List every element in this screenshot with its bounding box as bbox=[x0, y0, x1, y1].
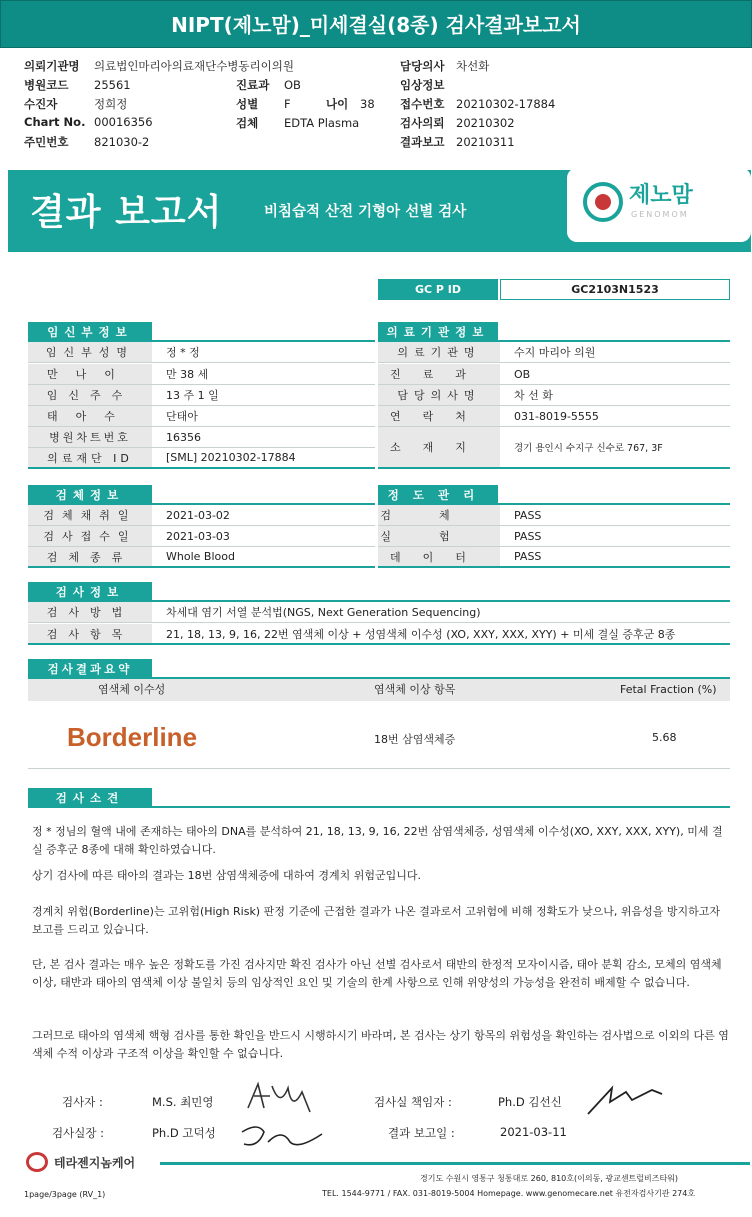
banner-subtitle: 비침습적 산전 기형아 선별 검사 bbox=[264, 204, 467, 220]
institution-row: 진료과 OB bbox=[378, 364, 730, 385]
lab-head-signature bbox=[582, 1080, 666, 1120]
header-mid: 진료과 OB 성별 F 나이 38 검체 EDTA Plasma bbox=[236, 78, 375, 130]
page-number: 1page/3page (RV_1) bbox=[24, 1190, 106, 1199]
specimen-row: 검체채취일 2021-03-02 bbox=[28, 505, 375, 526]
page-title: NIPT(제노맘)_미세결실(8종) 검사결과보고서 bbox=[0, 0, 752, 48]
section-pregnant-title: 임신부정보 bbox=[28, 322, 152, 342]
tester-label: 검사자 : bbox=[62, 1095, 103, 1109]
qc-row: 실험 PASS bbox=[378, 526, 730, 547]
company-contact: TEL. 1544-9771 / FAX. 031-8019-5004 Homepage. www.genomecare.net 유전자검사기관 274호 bbox=[322, 1189, 696, 1198]
pregnant-row: 병원차트번호 16356 bbox=[28, 427, 375, 448]
opinion-paragraph: 경계치 위험(Borderline)는 고위험(High Risk) 판정 기준에 근접한 결과가 나온 결과로서 고위험에 비해 정확도가 낮으나, 위음성을 방지하고자 보고를 드리고 있습니다. bbox=[32, 905, 720, 936]
section-institution-title: 의료기관정보 bbox=[378, 322, 498, 342]
company-address: 경기도 수원시 영통구 청통대로 260, 810호(이의동, 광교센트럴비즈타워) bbox=[420, 1174, 679, 1183]
test-row: 검사방법 차세대 염기 서열 분석법(NGS, Next Generation Sequencing) bbox=[28, 602, 730, 623]
institution-row: 의료기관명 수지 마리아 의원 bbox=[378, 342, 730, 363]
institution-row: 소재지 경기 용인시 수지구 신수로 767, 3F bbox=[378, 427, 730, 469]
section-specimen-title: 검체정보 bbox=[28, 485, 152, 505]
tester-name: M.S. 최민영 bbox=[152, 1095, 214, 1109]
opinion-paragraph: 그러므로 태아의 염색체 핵형 검사를 통한 확인을 반드시 시행하시기 바라며, 본 검사는 상기 항목의 위험성을 확인하는 검사법으로 이외의 다른 염색체 수적 이상과 구조적 이상을 확인할 수 없습니다. bbox=[32, 1029, 729, 1060]
opinion-paragraph: 단, 본 검사 결과는 매우 높은 정확도를 가진 검사지만 확진 검사가 아닌 선별 검사로서 태반의 한정적 모자이시즘, 태아 분획 감소, 모체의 염색체 이상, 태반과 태아의 염색체 이상 불일치 등의 임상적인 요인 및 기술의 한계 사항으로 인해 위양성의 가능성을 완전히 배제할 수 없습니다. bbox=[32, 958, 722, 989]
qc-row: 검체 PASS bbox=[378, 505, 730, 526]
opinion-paragraph: 상기 검사에 따른 태아의 결과는 18번 삼염색체증에 대하여 경계치 위험군입니다. bbox=[32, 869, 421, 882]
gcpid-value: GC2103N1523 bbox=[500, 279, 730, 300]
company-name: 테라젠지놈케어 bbox=[54, 1156, 136, 1170]
header-left: 의뢰기관명 의료법인마리아의료재단수병동리이의원 병원코드 25561 수진자 정희정 Chart No. 00016356 주민번호 821030-2 bbox=[24, 59, 294, 149]
genomom-logo-icon bbox=[583, 182, 623, 222]
company-logo-icon bbox=[26, 1152, 48, 1172]
lab-head-name: Ph.D 김선신 bbox=[498, 1095, 562, 1109]
result-borderline: Borderline bbox=[67, 722, 198, 752]
gcpid-label: GC P ID bbox=[378, 279, 498, 300]
pregnant-row: 임신부성명 정 * 정 bbox=[28, 342, 375, 363]
pregnant-row: 의료재단 ID [SML] 20210302-17884 bbox=[28, 448, 375, 469]
opinion-paragraph: 정 * 정님의 혈액 내에 존재하는 태아의 DNA를 분석하여 21, 18, 13, 9, 16, 22번 삼염색체증, 성염색체 이수성(XO, XXY, XXX, XYY), 미세 결실 증후군 8종에 대해 확인하였습니다. bbox=[32, 825, 723, 856]
tester-signature bbox=[240, 1078, 320, 1120]
test-row: 검사항목 21, 18, 13, 9, 16, 22번 염색체 이상 + 성염색체 이수성 (XO, XXY, XXX, XYY) + 미세 결실 증후군 8종 bbox=[28, 624, 730, 645]
section-test-title: 검사정보 bbox=[28, 582, 152, 602]
lab-head-label: 검사실 책임자 : bbox=[374, 1095, 452, 1109]
summary-header: 염색체 이수성 염색체 이상 항목 Fetal Fraction (%) bbox=[28, 679, 730, 701]
banner-title: 결과 보고서 bbox=[30, 192, 223, 233]
report-date-label: 결과 보고일 : bbox=[388, 1126, 455, 1140]
director-name: Ph.D 고덕성 bbox=[152, 1126, 216, 1140]
genomom-logo: 제노맘 GENOMOM bbox=[567, 168, 751, 242]
qc-row: 데이터 PASS bbox=[378, 547, 730, 568]
director-label: 검사실장 : bbox=[52, 1126, 104, 1140]
report-date: 2021-03-11 bbox=[500, 1125, 567, 1139]
pregnant-row: 임신주수 13 주 1 일 bbox=[28, 385, 375, 406]
director-signature bbox=[238, 1118, 328, 1154]
header-right: 담당의사 차선화 임상정보 접수번호 20210302-17884 검사의뢰 20210302 결과보고 20210311 bbox=[400, 59, 556, 149]
section-qc-title: 정도관리 bbox=[378, 485, 498, 505]
specimen-row: 검사접수일 2021-03-03 bbox=[28, 526, 375, 547]
institution-row: 연락처 031-8019-5555 bbox=[378, 406, 730, 427]
pregnant-row: 태아수 단태아 bbox=[28, 406, 375, 427]
specimen-row: 검체종류 Whole Blood bbox=[28, 547, 375, 568]
institution-row: 담당의사명 차 선 화 bbox=[378, 385, 730, 406]
section-opinion-title: 검사소견 bbox=[28, 788, 152, 808]
result-item: 18번 삼염색체증 bbox=[374, 733, 456, 746]
section-summary-title: 검사결과요약 bbox=[28, 659, 152, 679]
fetal-fraction: 5.68 bbox=[652, 731, 677, 744]
pregnant-row: 만나이 만 38 세 bbox=[28, 364, 375, 385]
